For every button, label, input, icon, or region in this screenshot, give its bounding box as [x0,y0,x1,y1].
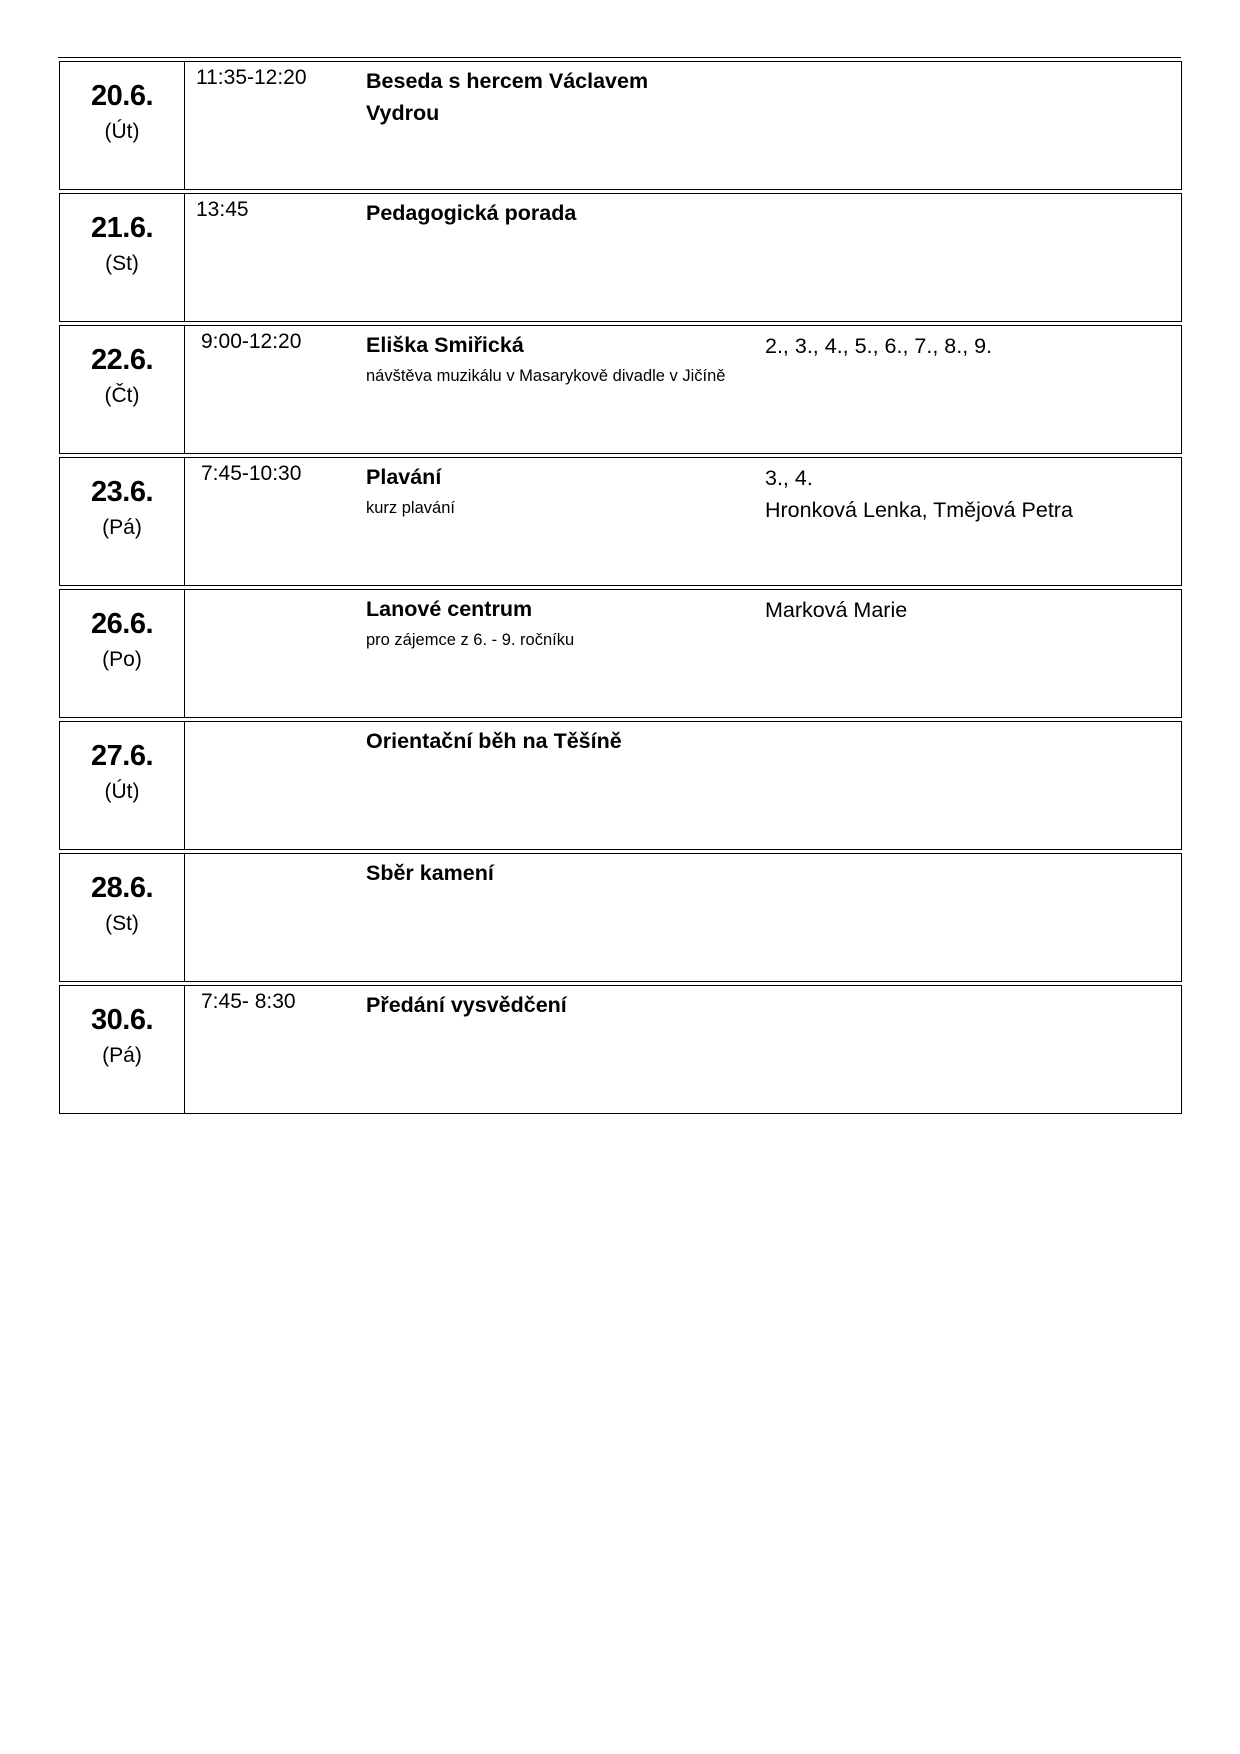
event-cell [366,329,746,392]
weekday: (Čt) [104,384,140,407]
extra-info [765,594,907,626]
time: 7:45-10:30 [201,462,302,485]
responsible-teachers: Hronková Lenka, Tmějová Petra [765,498,1073,522]
weekday: (Út) [104,120,140,143]
weekday: (St) [105,252,139,275]
schedule-row [59,457,1182,586]
date-cell [60,854,185,981]
time: 11:35-12:20 [196,66,307,89]
event-title-continued: Vydrou [366,101,440,125]
date: 27.6. [91,740,153,772]
weekday: (St) [105,912,139,935]
date: 22.6. [91,344,153,376]
event-cell [366,197,746,229]
event-cell [366,461,746,524]
schedule-row [59,985,1182,1114]
extra-info [765,462,1073,526]
event-title: Beseda s hercem Václavem [366,69,649,93]
event-title: Plavání [366,465,442,489]
date: 30.6. [91,1004,153,1036]
extra-info [765,330,992,362]
date-cell [60,986,185,1113]
event-description: návštěva muzikálu v Masarykově divadle v Jičíně [366,367,726,385]
event-cell [366,989,746,1021]
event-title: Eliška Smiřická [366,333,524,357]
date-cell [60,458,185,585]
date-cell [60,326,185,453]
schedule-row [59,853,1182,982]
schedule-row [59,61,1182,190]
date-cell [60,590,185,717]
schedule-row [59,589,1182,718]
date: 26.6. [91,608,153,640]
date-cell [60,194,185,321]
date: 23.6. [91,476,153,508]
date-cell [60,62,185,189]
weekday: (Pá) [102,516,142,539]
event-cell [366,725,746,757]
schedule-row [59,193,1182,322]
date: 21.6. [91,212,153,244]
event-cell [366,593,746,656]
event-cell [366,857,746,889]
event-title: Pedagogická porada [366,201,577,225]
weekday: (Út) [104,780,140,803]
event-description: kurz plavání [366,499,455,517]
classes: 3., 4. [765,466,813,490]
event-title: Předání vysvědčení [366,993,567,1017]
weekday: (Po) [102,648,142,671]
schedule-row [59,721,1182,850]
event-title: Orientační běh na Těšíně [366,729,622,753]
time: 13:45 [196,198,249,221]
schedule-row [59,325,1182,454]
classes: 2., 3., 4., 5., 6., 7., 8., 9. [765,334,993,358]
event-cell [366,65,746,129]
top-rule [58,57,1181,58]
event-title: Lanové centrum [366,597,533,621]
schedule-table [59,61,1182,1117]
weekday: (Pá) [102,1044,142,1067]
date-cell [60,722,185,849]
date: 28.6. [91,872,153,904]
event-title: Sběr kamení [366,861,494,885]
event-description: pro zájemce z 6. - 9. ročníku [366,631,575,649]
responsible-teacher: Marková Marie [765,598,908,622]
time: 7:45- 8:30 [201,990,296,1013]
time: 9:00-12:20 [201,330,302,353]
date: 20.6. [91,80,153,112]
